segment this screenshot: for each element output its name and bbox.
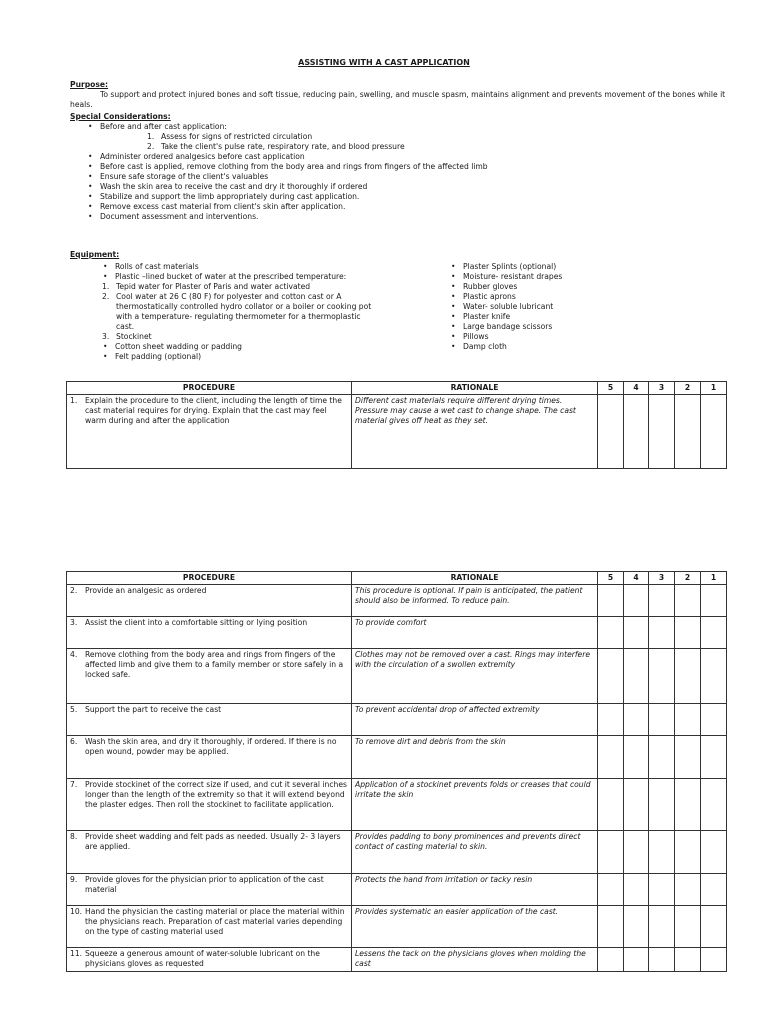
score-cell[interactable] (701, 649, 727, 704)
score-header-4: 4 (624, 382, 649, 395)
purpose-heading: Purpose: (70, 80, 109, 89)
list-item: • Document assessment and interventions. (70, 212, 730, 222)
procedure-table-2 (66, 571, 727, 972)
table-row (67, 948, 727, 972)
list-item: • Pillows (433, 332, 653, 342)
list-item: 2. Take the client's pulse rate, respiratory rate, and blood pressure (147, 142, 405, 152)
list-item: • Felt padding (optional) (85, 352, 395, 362)
rationale-cell: Clothes may not be removed over a cast. Rings may interfere with the circulation of a swollen extremity (352, 649, 598, 704)
procedure-cell: 4. Remove clothing from the body area and rings from fingers of the affected limb and give them to a family member or store safely in a locked safe. (67, 649, 352, 704)
score-cell[interactable] (675, 649, 701, 704)
score-cell[interactable] (624, 906, 649, 948)
score-cell[interactable] (624, 874, 649, 906)
rationale-header: RATIONALE (352, 572, 598, 585)
procedure-cell: 10. Hand the physician the casting material or place the material within the physicians reach. Preparation of cast material varies depending on the type of casting material used (67, 906, 352, 948)
score-cell[interactable] (675, 831, 701, 874)
special-sublist (145, 132, 730, 152)
procedure-cell: 5. Support the part to receive the cast (67, 704, 352, 736)
score-cell[interactable] (598, 395, 624, 469)
rationale-cell: Protects the hand from irritation or tacky resin (352, 874, 598, 906)
score-cell[interactable] (675, 704, 701, 736)
rationale-cell: Lessens the tack on the physicians gloves when molding the cast (352, 948, 598, 972)
list-item: • Moisture- resistant drapes (433, 272, 653, 282)
score-cell[interactable] (649, 585, 675, 617)
score-header-5: 5 (598, 382, 624, 395)
list-item: • Stabilize and support the limb appropriately during cast application. (70, 192, 730, 202)
list-item: • Ensure safe storage of the client's valuables (70, 172, 730, 182)
list-item: 1. Tepid water for Plaster of Paris and water activated (102, 282, 311, 292)
rationale-cell: To prevent accidental drop of affected extremity (352, 704, 598, 736)
procedure-cell: 2. Provide an analgesic as ordered (67, 585, 352, 617)
score-header-2: 2 (675, 382, 701, 395)
score-cell[interactable] (675, 585, 701, 617)
procedure-cell: 7. Provide stockinet of the correct size if used, and cut it several inches longer than the length of the extremity so that it will extend beyond the plaster edges. Then roll the stockinet to facilitate application. (67, 779, 352, 831)
table-row (67, 649, 727, 704)
score-cell[interactable] (598, 948, 624, 972)
score-cell[interactable] (624, 617, 649, 649)
list-item: • Plastic aprons (433, 292, 653, 302)
rationale-cell: This procedure is optional. If pain is anticipated, the patient should also be informed. To reduce pain. (352, 585, 598, 617)
score-cell[interactable] (675, 617, 701, 649)
procedure-cell: 11. Squeeze a generous amount of water-soluble lubricant on the physicians gloves as requested (67, 948, 352, 972)
score-header-3: 3 (649, 382, 675, 395)
list-item: • Damp cloth (433, 342, 653, 352)
purpose-section (70, 80, 730, 110)
score-cell[interactable] (649, 948, 675, 972)
score-cell[interactable] (701, 779, 727, 831)
score-header-1: 1 (701, 382, 727, 395)
score-cell[interactable] (598, 779, 624, 831)
score-header-3: 3 (649, 572, 675, 585)
score-cell[interactable] (649, 831, 675, 874)
score-cell[interactable] (701, 736, 727, 779)
score-cell[interactable] (598, 831, 624, 874)
document-title: ASSISTING WITH A CAST APPLICATION (298, 58, 470, 67)
list-item: • Administer ordered analgesics before cast application (70, 152, 730, 162)
score-cell[interactable] (598, 617, 624, 649)
score-cell[interactable] (701, 906, 727, 948)
purpose-text: To support and protect injured bones and soft tissue, reducing pain, swelling, and muscle spasm, maintains alignment and prevents movement of the bones while it heals. (70, 90, 726, 110)
rationale-header: RATIONALE (352, 382, 598, 395)
rationale-cell: Provides padding to bony prominences and prevents direct contact of casting material to skin. (352, 831, 598, 874)
table-row (67, 704, 727, 736)
procedure-table-1 (66, 381, 727, 469)
table-row (67, 906, 727, 948)
score-cell[interactable] (649, 906, 675, 948)
table-header-row (67, 572, 727, 585)
table-row (67, 874, 727, 906)
score-cell[interactable] (624, 831, 649, 874)
rationale-cell: Application of a stockinet prevents folds or creases that could irritate the skin (352, 779, 598, 831)
list-item: • Water- soluble lubricant (433, 302, 653, 312)
score-cell[interactable] (675, 736, 701, 779)
list-item: • Plastic –lined bucket of water at the prescribed temperature: (85, 272, 395, 282)
procedure-cell: 6. Wash the skin area, and dry it thoroughly, if ordered. If there is no open wound, powder may be applied. (67, 736, 352, 779)
score-header-2: 2 (675, 572, 701, 585)
score-cell[interactable] (624, 948, 649, 972)
score-cell[interactable] (624, 649, 649, 704)
score-cell[interactable] (649, 704, 675, 736)
score-cell[interactable] (598, 704, 624, 736)
procedure-cell: 3. Assist the client into a comfortable sitting or lying position (67, 617, 352, 649)
score-cell[interactable] (701, 874, 727, 906)
score-cell[interactable] (598, 906, 624, 948)
procedure-header: PROCEDURE (67, 572, 352, 585)
table-row (67, 779, 727, 831)
list-item: 3. Stockinet (102, 332, 152, 342)
score-cell[interactable] (675, 395, 701, 469)
list-item: • Cotton sheet wadding or padding (85, 342, 395, 352)
equipment-heading: Equipment: (70, 250, 120, 259)
list-item: 2. Cool water at 26 C (80 F) for polyester and cotton cast or A thermostatically controlled hydro collator or a boiler or cooking pot with a temperature- regulating thermometer for a thermoplastic cast. (102, 292, 372, 332)
score-cell[interactable] (701, 831, 727, 874)
table-row (67, 395, 727, 469)
score-cell[interactable] (675, 874, 701, 906)
score-cell[interactable] (649, 649, 675, 704)
list-item: • Before cast is applied, remove clothing from the body area and rings from fingers of the affected limb (70, 162, 730, 172)
procedure-cell: 9. Provide gloves for the physician prior to application of the cast material (67, 874, 352, 906)
score-header-1: 1 (701, 572, 727, 585)
score-header-4: 4 (624, 572, 649, 585)
list-item: • Rolls of cast materials (85, 262, 395, 272)
equipment-list-right (433, 262, 653, 352)
score-cell[interactable] (598, 874, 624, 906)
score-cell[interactable] (701, 948, 727, 972)
score-cell[interactable] (675, 906, 701, 948)
table-row (67, 617, 727, 649)
score-cell[interactable] (649, 617, 675, 649)
score-cell[interactable] (675, 948, 701, 972)
list-item: • Rubber gloves (433, 282, 653, 292)
rationale-cell: Provides systematic an easier application of the cast. (352, 906, 598, 948)
list-item: • Large bandage scissors (433, 322, 653, 332)
score-cell[interactable] (701, 585, 727, 617)
score-cell[interactable] (701, 617, 727, 649)
score-cell[interactable] (649, 395, 675, 469)
score-cell[interactable] (649, 736, 675, 779)
score-cell[interactable] (624, 779, 649, 831)
score-cell[interactable] (598, 585, 624, 617)
score-cell[interactable] (624, 704, 649, 736)
score-cell[interactable] (701, 395, 727, 469)
table-row (67, 831, 727, 874)
rationale-cell: To remove dirt and debris from the skin (352, 736, 598, 779)
list-item: 1. Assess for signs of restricted circulation (147, 132, 313, 142)
score-cell[interactable] (701, 704, 727, 736)
score-header-5: 5 (598, 572, 624, 585)
list-item: • Remove excess cast material from client's skin after application. (70, 202, 730, 212)
table-header-row (67, 382, 727, 395)
procedure-header: PROCEDURE (67, 382, 352, 395)
score-cell[interactable] (598, 736, 624, 779)
procedure-cell: 1. Explain the procedure to the client, including the length of time the cast material requires for drying. Explain that the cast may feel warm during and after the application (67, 395, 352, 469)
table-row (67, 585, 727, 617)
score-cell[interactable] (598, 649, 624, 704)
score-cell[interactable] (624, 736, 649, 779)
special-considerations-list (70, 122, 730, 222)
list-item: • Plaster knife (433, 312, 653, 322)
procedure-cell: 8. Provide sheet wadding and felt pads as needed. Usually 2- 3 layers are applied. (67, 831, 352, 874)
score-cell[interactable] (649, 874, 675, 906)
rationale-cell: Different cast materials require different drying times. Pressure may cause a wet cast to change shape. The cast material gives off heat as they set. (352, 395, 598, 469)
score-cell[interactable] (624, 585, 649, 617)
equipment-sublist (100, 282, 380, 342)
rationale-cell: To provide comfort (352, 617, 598, 649)
score-cell[interactable] (675, 779, 701, 831)
list-item: • Wash the skin area to receive the cast and dry it thoroughly if ordered (70, 182, 730, 192)
table-row (67, 736, 727, 779)
special-considerations-heading: Special Considerations: (70, 112, 171, 121)
special-considerations-section (70, 112, 730, 222)
score-cell[interactable] (649, 779, 675, 831)
list-item: • Plaster Splints (optional) (433, 262, 653, 272)
score-cell[interactable] (624, 395, 649, 469)
equipment-list-left (85, 262, 395, 362)
list-item: • Before and after cast application: 1. Assess for signs of restricted circulation 2. Take the client's pulse rate, respiratory rate, and blood pressure (70, 122, 730, 152)
